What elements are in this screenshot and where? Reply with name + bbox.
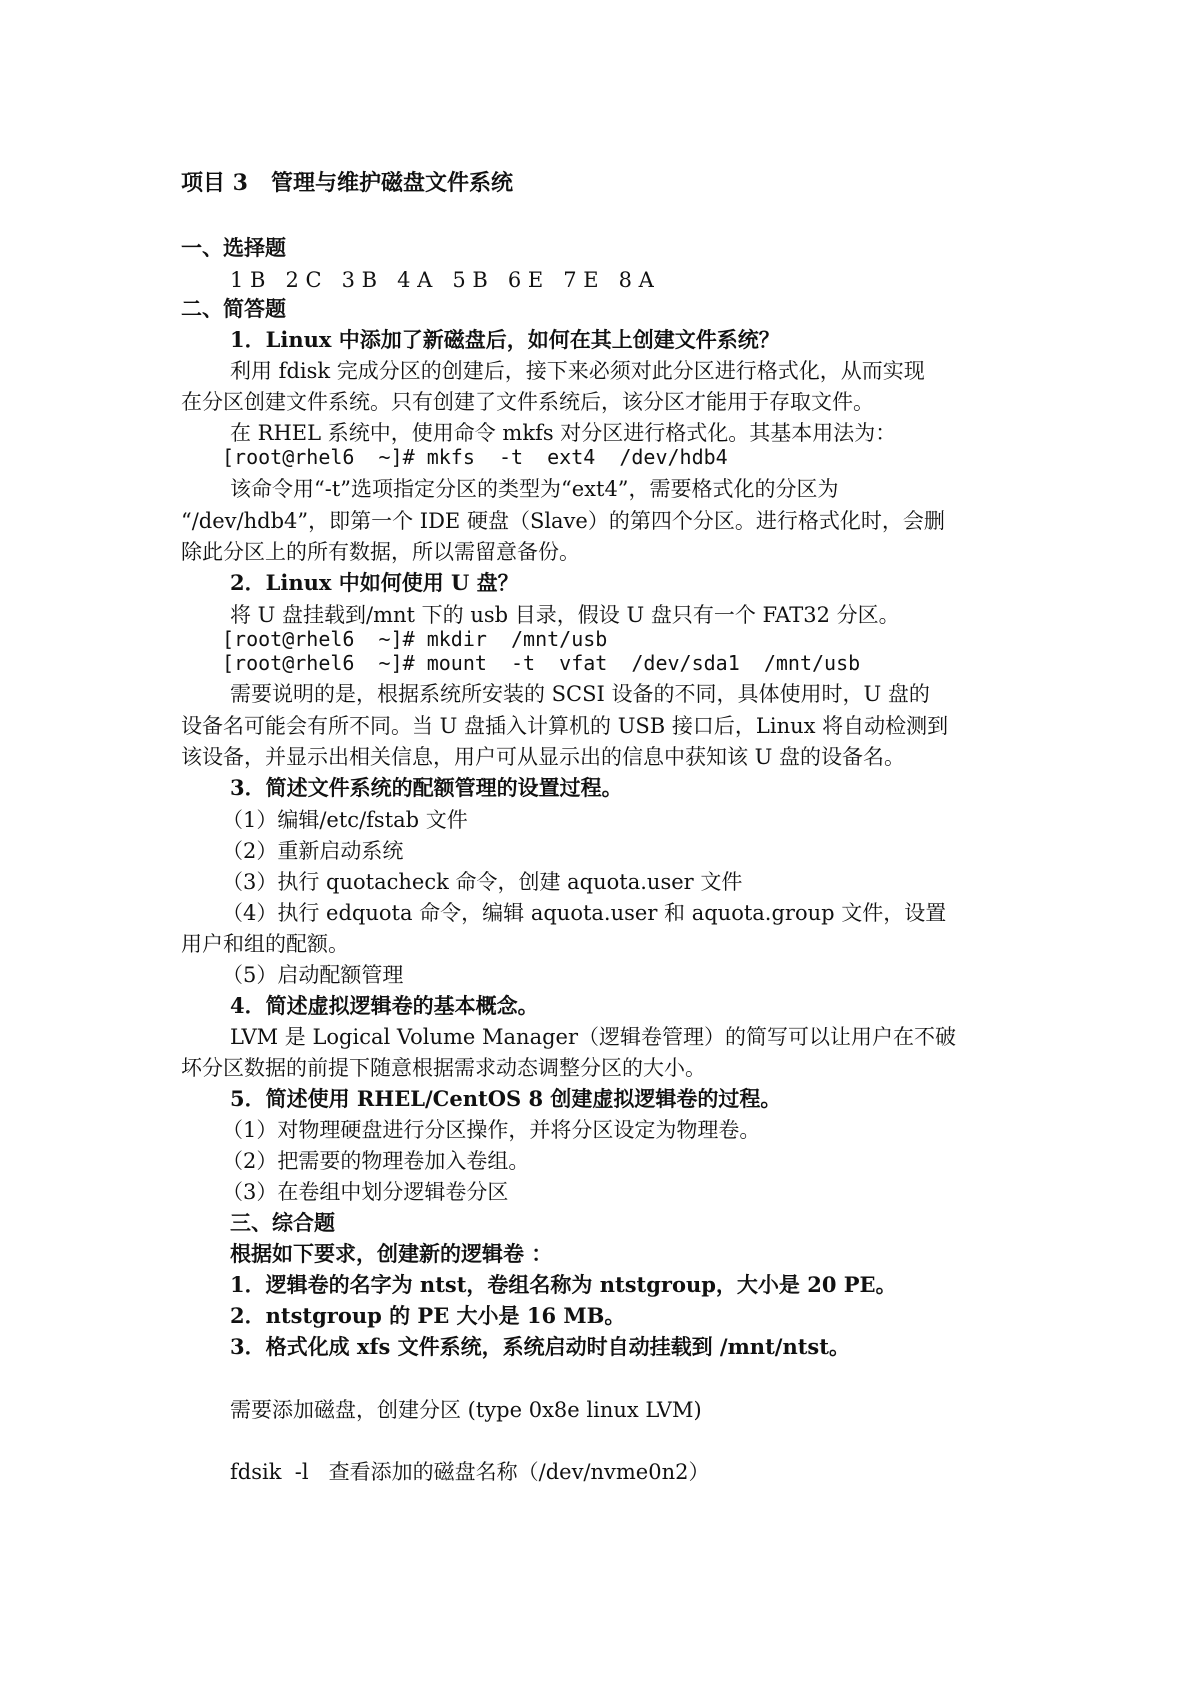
- question-3: 3．简述文件系统的配额管理的设置过程。: [230, 775, 623, 800]
- answer-3-step: （3）执行 quotacheck 命令，创建 aquota.user 文件: [222, 870, 743, 894]
- answer-3-step: 用户和组的配额。: [181, 932, 349, 956]
- answer-5-step: （1）对物理硬盘进行分区操作，并将分区设定为物理卷。: [222, 1118, 761, 1142]
- answer-3-step: （4）执行 edquota 命令，编辑 aquota.user 和 aquota.group 文件，设置: [222, 901, 947, 925]
- comprehensive-intro: 根据如下要求，创建新的逻辑卷 ：: [230, 1241, 553, 1266]
- answer-1-line: 利用 fdisk 完成分区的创建后，接下来必须对此分区进行格式化，从而实现: [230, 359, 925, 383]
- command-line: [root@rhel6 ~]# mkfs -t ext4 /dev/hdb4: [222, 445, 728, 469]
- answer-2-line: 该设备，并显示出相关信息，用户可从显示出的信息中获知该 U 盘的设备名。: [181, 745, 906, 769]
- answer-1-line: 在分区创建文件系统。只有创建了文件系统后，该分区才能用于存取文件。: [181, 390, 874, 414]
- answer-1-line: 该命令用“-t”选项指定分区的类型为“ext4”，需要格式化的分区为: [230, 477, 839, 501]
- answer-3-step: （2）重新启动系统: [222, 839, 404, 863]
- answer-5-step: （2）把需要的物理卷加入卷组。: [222, 1149, 530, 1173]
- answer-3-step: （5）启动配额管理: [222, 963, 404, 987]
- answer-4-line: LVM 是 Logical Volume Manager（逻辑卷管理）的简写可以让用户在不破: [230, 1025, 957, 1049]
- answer-1-line: 在 RHEL 系统中，使用命令 mkfs 对分区进行格式化。其基本用法为：: [230, 421, 897, 445]
- page-title: 项目 3 管理与维护磁盘文件系统: [181, 170, 513, 196]
- question-4: 4．简述虚拟逻辑卷的基本概念。: [230, 993, 539, 1018]
- section-heading-comprehensive: 三、综合题: [230, 1210, 335, 1235]
- note-fdisk: fdsik -l 查看添加的磁盘名称（/dev/nvme0n2）: [230, 1460, 710, 1484]
- answer-4-line: 坏分区数据的前提下随意根据需求动态调整分区的大小。: [181, 1056, 706, 1080]
- section-heading-short-answer: 二、简答题: [181, 296, 286, 321]
- choice-answers: 1 B 2 C 3 B 4 A 5 B 6 E 7 E 8 A: [230, 268, 654, 292]
- answer-2-line: 需要说明的是，根据系统所安装的 SCSI 设备的不同，具体使用时，U 盘的: [230, 682, 930, 706]
- question-2: 2．Linux 中如何使用 U 盘？: [230, 570, 519, 595]
- requirement-3: 3．格式化成 xfs 文件系统，系统启动时自动挂载到 /mnt/ntst。: [230, 1334, 850, 1359]
- question-5: 5．简述使用 RHEL/CentOS 8 创建虚拟逻辑卷的过程。: [230, 1086, 782, 1111]
- answer-2-line: 设备名可能会有所不同。当 U 盘插入计算机的 USB 接口后，Linux 将自动检测到: [181, 714, 949, 738]
- requirement-1: 1．逻辑卷的名字为 ntst，卷组名称为 ntstgroup，大小是 20 PE。: [230, 1272, 897, 1297]
- question-1: 1．Linux 中添加了新磁盘后，如何在其上创建文件系统？: [230, 327, 780, 352]
- command-line: [root@rhel6 ~]# mkdir /mnt/usb: [222, 627, 608, 651]
- answer-3-step: （1）编辑/etc/fstab 文件: [222, 808, 468, 832]
- answer-1-line: “/dev/hdb4”，即第一个 IDE 硬盘（Slave）的第四个分区。进行格式化时，会删: [181, 509, 945, 533]
- answer-2-line: 将 U 盘挂载到/mnt 下的 usb 目录，假设 U 盘只有一个 FAT32 分区。: [230, 603, 900, 627]
- answer-5-step: （3）在卷组中划分逻辑卷分区: [222, 1180, 509, 1204]
- requirement-2: 2．ntstgroup 的 PE 大小是 16 MB。: [230, 1303, 626, 1328]
- answer-1-line: 除此分区上的所有数据，所以需留意备份。: [181, 540, 580, 564]
- section-heading-choice: 一、选择题: [181, 235, 286, 260]
- note-add-disk: 需要添加磁盘，创建分区 (type 0x8e linux LVM): [230, 1398, 702, 1422]
- command-line: [root@rhel6 ~]# mount -t vfat /dev/sda1 /mnt/usb: [222, 651, 861, 675]
